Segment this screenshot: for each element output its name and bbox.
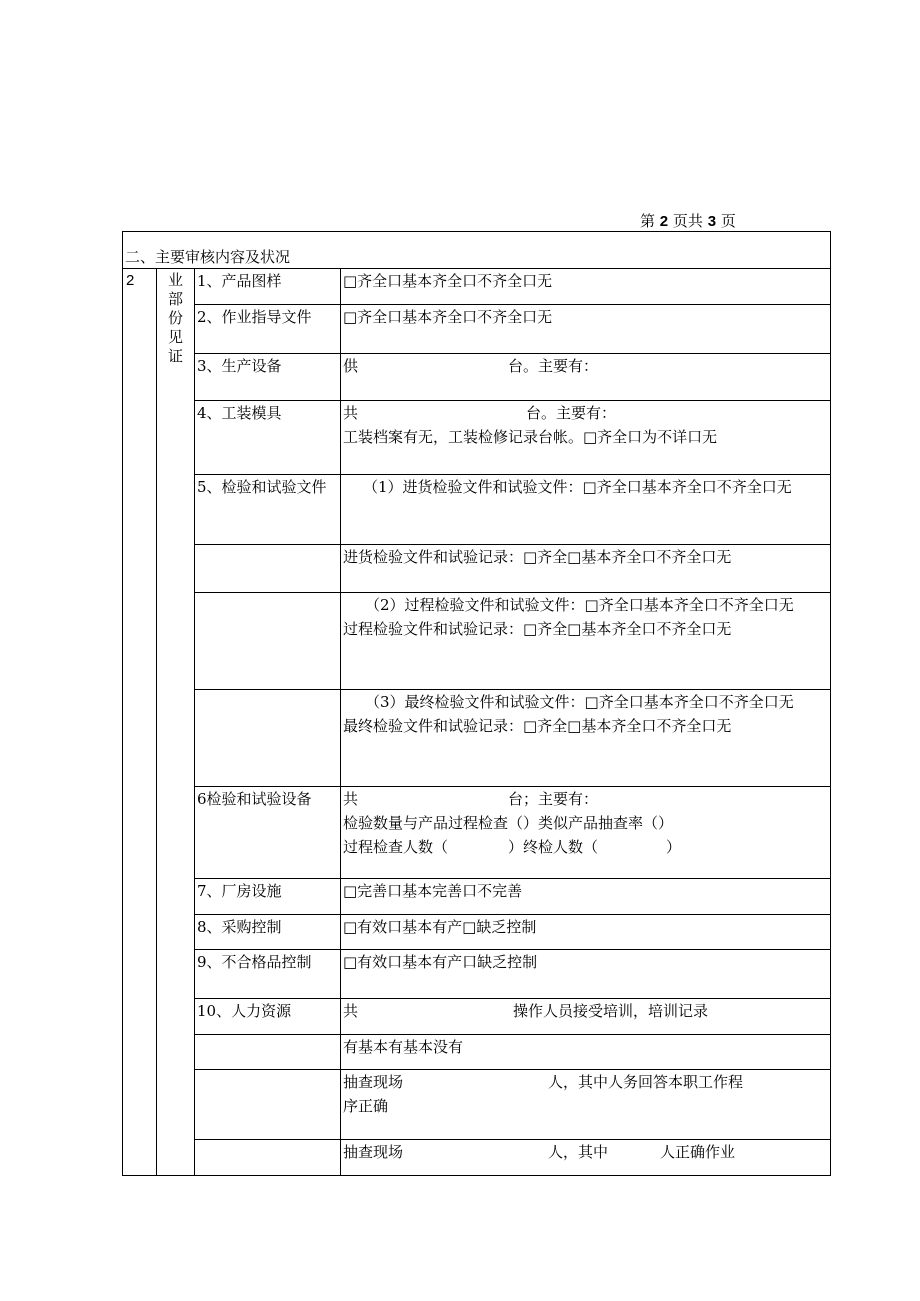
final-inspectors: ）终检人数（ bbox=[508, 838, 599, 856]
row-label-inspection-docs: 5、检验和试验文件 bbox=[195, 475, 341, 545]
process-inspectors: 过程检查人数（ bbox=[343, 838, 449, 856]
table-row bbox=[123, 879, 831, 915]
empty-label-cell bbox=[195, 1035, 341, 1070]
table-row bbox=[123, 1140, 831, 1176]
equipment-prefix: 供 bbox=[343, 357, 359, 375]
table-row bbox=[123, 950, 831, 999]
row-label-nonconforming: 9、不合格品控制 bbox=[195, 950, 341, 999]
page-number bbox=[640, 210, 736, 231]
empty-label-cell bbox=[195, 545, 341, 593]
table-row bbox=[123, 1070, 831, 1140]
audit-form-table bbox=[122, 231, 831, 1176]
row-value-product-drawings: □齐全口基本齐全口不齐全口无 bbox=[341, 269, 831, 305]
row-value-spot-check-operations bbox=[341, 1140, 831, 1176]
tooling-records: 工装档案有无，工装检修记录台帐。□齐全口为不详口无 bbox=[343, 428, 718, 446]
page-suffix: 页 bbox=[720, 212, 736, 230]
table-row bbox=[123, 1035, 831, 1070]
table-row bbox=[123, 690, 831, 787]
empty-label-cell bbox=[195, 1070, 341, 1140]
row-value-work-instructions: □齐全口基本齐全口不齐全口无 bbox=[341, 305, 831, 354]
table-row bbox=[123, 232, 831, 269]
row-label-purchasing: 8、采购控制 bbox=[195, 915, 341, 950]
empty-label-cell bbox=[195, 690, 341, 787]
row-label-test-equipment: 6检验和试验设备 bbox=[195, 787, 341, 879]
table-row bbox=[123, 401, 831, 475]
table-row bbox=[123, 787, 831, 879]
final-records: 最终检验文件和试验记录：□齐全□基本齐全口不齐全口无 bbox=[343, 717, 732, 735]
row-value-spot-check-answers bbox=[341, 1070, 831, 1140]
table-row bbox=[123, 999, 831, 1035]
vertical-label bbox=[157, 269, 195, 1176]
hr-training: 操作人员接受培训，培训记录 bbox=[513, 1002, 709, 1020]
vertical-char: 证 bbox=[167, 347, 183, 365]
row-value-facilities: □完善口基本完善口不完善 bbox=[341, 879, 831, 915]
process-records: 过程检验文件和试验记录：□齐全□基本齐全口不齐全口无 bbox=[343, 620, 732, 638]
table-row bbox=[123, 354, 831, 401]
spot-check-answers-cont: 序正确 bbox=[343, 1097, 389, 1115]
row-value-purchasing: □有效口基本有产□缺乏控制 bbox=[341, 915, 831, 950]
spot-check-prefix: 抽查现场 bbox=[343, 1073, 404, 1091]
final-docs: （3）最终检验文件和试验文件：□齐全口基本齐全口不齐全口无 bbox=[365, 693, 794, 711]
table-row bbox=[123, 269, 831, 305]
test-equipment-suffix: 台；主要有： bbox=[508, 790, 599, 808]
section-title: 二、主要审核内容及状况 bbox=[123, 232, 831, 269]
page-total: 3 bbox=[707, 213, 717, 230]
tooling-prefix: 共 bbox=[343, 404, 359, 422]
table-row bbox=[123, 305, 831, 354]
row-value-test-equipment bbox=[341, 787, 831, 879]
row-label-product-drawings: 1、产品图样 bbox=[195, 269, 341, 305]
row-value-final-docs bbox=[341, 690, 831, 787]
row-value-human-resources bbox=[341, 999, 831, 1035]
row-value-process-docs bbox=[341, 593, 831, 690]
row-label-work-instructions: 2、作业指导文件 bbox=[195, 305, 341, 354]
page-current: 2 bbox=[659, 213, 669, 230]
table-row bbox=[123, 593, 831, 690]
row-label-production-equipment: 3、生产设备 bbox=[195, 354, 341, 401]
row-value-incoming-records: 进货检验文件和试验记录：□齐全□基本齐全口不齐全口无 bbox=[341, 545, 831, 593]
vertical-char: 部 bbox=[167, 290, 183, 308]
row-label-tooling: 4、工装模具 bbox=[195, 401, 341, 475]
spot-check-prefix-2: 抽查现场 bbox=[343, 1143, 404, 1161]
empty-label-cell bbox=[195, 1140, 341, 1176]
page-middle: 页共 bbox=[672, 212, 703, 230]
vertical-char: 份 bbox=[167, 309, 183, 327]
table-row bbox=[123, 545, 831, 593]
closing-paren: ） bbox=[666, 838, 682, 856]
item-number: 2 bbox=[123, 269, 157, 1176]
row-value-incoming-docs: （1）进货检验文件和试验文件：□齐全口基本齐全口不齐全口无 bbox=[341, 475, 831, 545]
tooling-suffix: 台。主要有： bbox=[526, 404, 617, 422]
process-docs: （2）过程检验文件和试验文件：□齐全口基本齐全口不齐全口无 bbox=[365, 596, 794, 614]
equipment-suffix: 台。主要有： bbox=[508, 357, 599, 375]
row-value-training-records: 有基本有基本没有 bbox=[341, 1035, 831, 1070]
spot-check-count: 人，其中 bbox=[548, 1143, 609, 1161]
test-equipment-prefix: 共 bbox=[343, 790, 359, 808]
row-value-nonconforming: □有效口基本有产口缺乏控制 bbox=[341, 950, 831, 999]
table-row bbox=[123, 915, 831, 950]
vertical-char: 业 bbox=[167, 271, 183, 289]
hr-prefix: 共 bbox=[343, 1002, 359, 1020]
vertical-char: 见 bbox=[167, 328, 183, 346]
inspection-quantity: 检验数量与产品过程检查（）类似产品抽查率（） bbox=[343, 814, 674, 832]
spot-check-answers: 人，其中人务回答本职工作程 bbox=[548, 1073, 744, 1091]
page-prefix: 第 bbox=[640, 212, 656, 230]
table-row bbox=[123, 475, 831, 545]
empty-label-cell bbox=[195, 593, 341, 690]
row-label-human-resources: 10、人力资源 bbox=[195, 999, 341, 1035]
spot-check-correct: 人正确作业 bbox=[660, 1143, 736, 1161]
row-value-production-equipment bbox=[341, 354, 831, 401]
row-value-tooling bbox=[341, 401, 831, 475]
row-label-facilities: 7、厂房设施 bbox=[195, 879, 341, 915]
